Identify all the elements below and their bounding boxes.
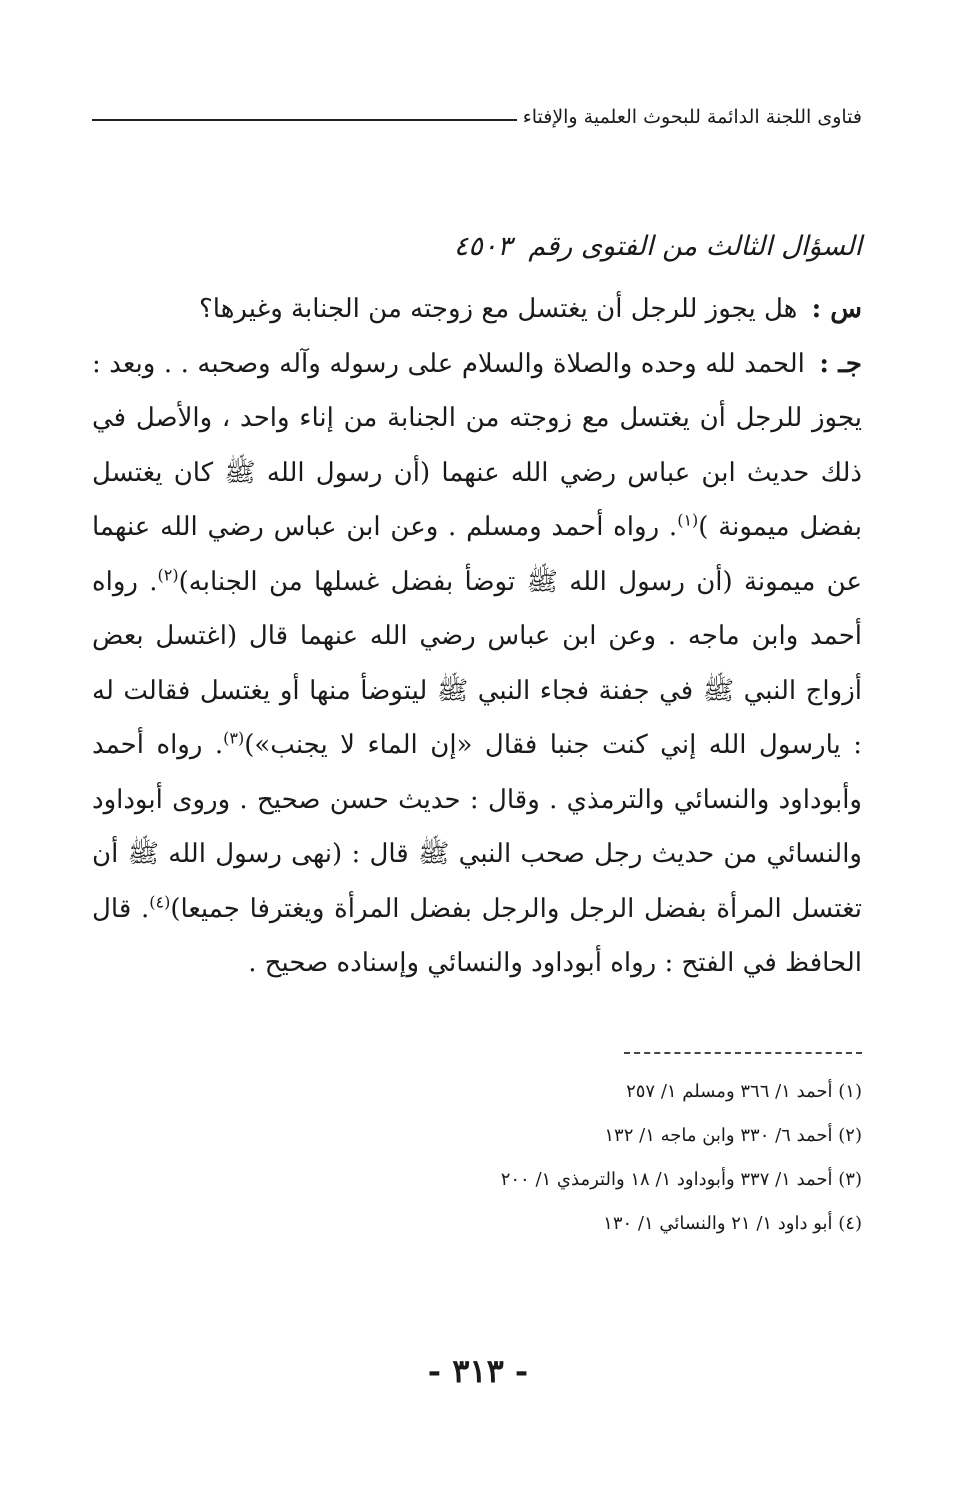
footnote-4: (٤) أبو داود ١/ ٢١ والنسائي ١/ ١٣٠ bbox=[603, 1213, 862, 1234]
body-text bbox=[92, 282, 862, 991]
footnote-rule bbox=[624, 1052, 862, 1054]
answer-text-part-3: . رواه أحمد وابن ماجه . وعن ابن عباس رضي الله عنهما قال (اغتسل بعض أزواج النبي ﷺ في جفنة فجاء النبي ﷺ ليتوضأ منها أو يغتسل فقالت له : يارسول الله إني كنت جنبا فقال «إن الماء لا يجنب») bbox=[92, 566, 862, 760]
question-label: س : bbox=[811, 294, 862, 324]
footnote-1: (١) أحمد ١/ ٣٦٦ ومسلم ١/ ٢٥٧ bbox=[626, 1081, 862, 1102]
footnotes bbox=[92, 1070, 862, 1246]
section-title bbox=[92, 226, 862, 268]
fatwa-number: ٤٥٠٣ bbox=[453, 231, 512, 262]
answer-text-part-5: . قال الحافظ في الفتح : رواه أبوداود والنسائي وإسناده صحيح . bbox=[92, 893, 862, 978]
answer-label: جـ : bbox=[819, 348, 863, 379]
question-paragraph bbox=[92, 282, 862, 337]
answer-text-part-1: الحمد لله وحده والصلاة والسلام على رسوله وآله وصحبه . . وبعد : يجوز للرجل أن يغتسل مع زوجته من الجنابة من إناء واحد ، والأصل في ذلك حديث ابن عباس رضي الله عنهما (أن رسول الله ﷺ كان يغتسل بفضل ميمونة ) bbox=[92, 348, 863, 542]
answer-text-part-2: . رواه أحمد ومسلم . وعن ابن عباس رضي الله عنهما عن ميمونة (أن رسول الله ﷺ توضأ بفضل غسلها من الجنابه) bbox=[92, 512, 862, 597]
footnote-3: (٣) أحمد ١/ ٣٣٧ وأبوداود ١/ ١٨ والترمذي ١/ ٢٠٠ bbox=[500, 1169, 862, 1190]
answer-text-part-4: . رواه أحمد وأبوداود والنسائي والترمذي . وقال : حديث حسن صحيح . وروى أبوداود والنسائي من حديث رجل صحب النبي ﷺ قال : (نهى رسول الله ﷺ أن تغتسل المرأة بفضل الرجل والرجل بفضل المرأة ويغترفا جميعا) bbox=[92, 730, 862, 924]
header-rule bbox=[92, 119, 517, 121]
running-header-title: فتاوى اللجنة الدائمة للبحوث العلمية والإفتاء bbox=[522, 106, 862, 128]
page-number: - ٣١٣ - bbox=[427, 1352, 529, 1390]
footnote-ref-2: (٢) bbox=[157, 564, 179, 584]
footnote-ref-1: (١) bbox=[677, 510, 699, 530]
footnote-ref-4: (٤) bbox=[149, 891, 171, 911]
question-text: هل يجوز للرجل أن يغتسل مع زوجته من الجنابة وغيرها؟ bbox=[198, 294, 798, 324]
footnote-ref-3: (٣) bbox=[223, 728, 245, 748]
running-header bbox=[92, 100, 862, 134]
answer-paragraph bbox=[92, 337, 862, 991]
footnote-2: (٢) أحمد ٦/ ٣٣٠ وابن ماجه ١/ ١٣٢ bbox=[604, 1125, 862, 1146]
section-title-text: السؤال الثالث من الفتوى رقم bbox=[528, 231, 862, 262]
